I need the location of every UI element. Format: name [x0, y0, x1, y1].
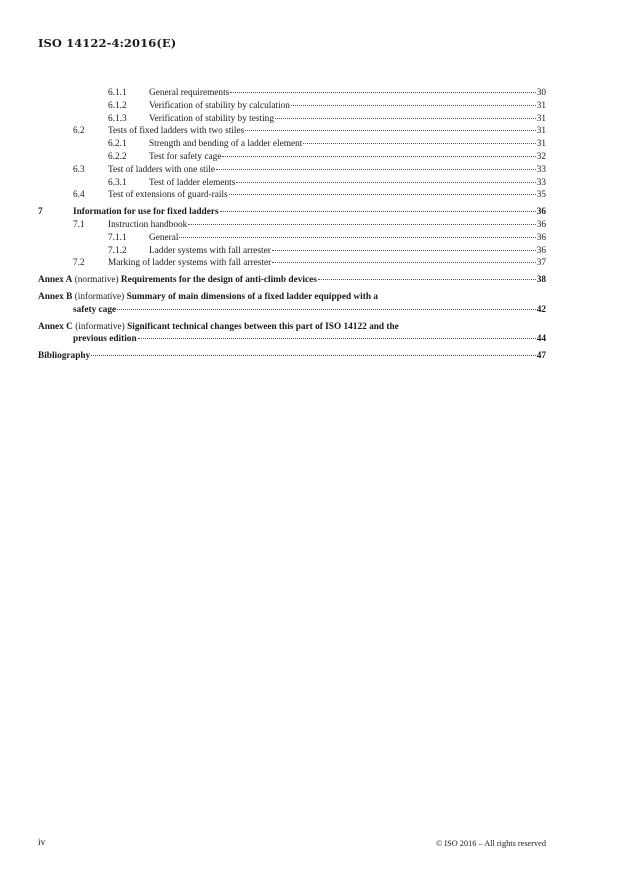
toc-title: Marking of ladder systems with fall arrester	[108, 258, 272, 269]
toc-title: General	[149, 232, 179, 243]
annex-title: Significant technical changes between this part of ISO 14122 and the	[127, 321, 399, 332]
annex-title-continued: safety cage	[73, 304, 117, 315]
page-number: iv	[38, 838, 46, 848]
annex-title: Requirements for the design of anti-climb devices	[120, 275, 317, 286]
leader-dots	[216, 169, 536, 170]
toc-title: General requirements	[149, 88, 230, 98]
leader-dots	[117, 309, 536, 310]
toc-number: 7.1.1	[108, 232, 127, 243]
toc-page: 31	[536, 126, 546, 137]
toc-number: 6.2	[73, 126, 85, 137]
toc-title: Verification of stability by calculation	[149, 100, 290, 111]
toc-entry-6-1-3[interactable]	[38, 113, 546, 126]
toc-page: 33	[536, 164, 546, 175]
toc-number: 6.1.3	[108, 113, 127, 124]
annex-title: Summary of main dimensions of a fixed ladder equipped with a	[126, 291, 378, 302]
toc-title: Tests of fixed ladders with two stiles	[108, 126, 245, 137]
toc-page: 36	[536, 207, 546, 218]
leader-dots	[229, 194, 536, 195]
leader-dots	[188, 224, 535, 225]
toc-entry-6-1-1[interactable]	[38, 87, 546, 100]
toc-entry-6-1-2[interactable]	[38, 100, 546, 113]
toc-annex-b[interactable]	[38, 291, 546, 317]
toc-annex-a[interactable]	[38, 274, 546, 287]
toc-title: Information for use for fixed ladders	[73, 207, 219, 218]
leader-dots	[230, 92, 535, 93]
toc-page: 31	[536, 100, 546, 111]
annex-label: Annex A	[38, 275, 73, 286]
toc-page: 31	[536, 139, 546, 150]
toc-number: 7.1.2	[108, 245, 127, 256]
toc-entry-7-1-1[interactable]	[38, 232, 546, 245]
toc-entry-7[interactable]	[38, 206, 546, 219]
leader-dots	[91, 355, 536, 356]
toc-title: Bibliography	[38, 351, 91, 362]
leader-dots	[291, 105, 536, 106]
toc-page: 47	[536, 351, 546, 362]
toc-page: 44	[536, 334, 546, 345]
annex-title-continued: previous edition	[73, 334, 137, 345]
toc-number: 6.1.2	[108, 100, 127, 111]
toc-entry-7-1[interactable]	[38, 219, 546, 232]
toc-page: 36	[536, 245, 546, 256]
toc-page: 33	[536, 177, 546, 188]
toc-number: 6.3.1	[108, 177, 127, 188]
toc-entry-6-2-2[interactable]	[38, 151, 546, 164]
toc-page: 38	[536, 275, 546, 286]
toc-title: Instruction handbook	[108, 219, 188, 230]
leader-dots	[222, 156, 535, 157]
leader-dots	[275, 118, 536, 119]
toc-number: 6.2.1	[108, 139, 127, 150]
annex-type: (normative)	[74, 275, 119, 286]
annex-type: (informative)	[75, 321, 125, 332]
table-of-contents	[38, 87, 546, 363]
toc-title: Verification of stability by testing	[149, 113, 274, 124]
leader-dots	[220, 211, 536, 212]
toc-page: 36	[536, 232, 546, 243]
toc-number: 7.2	[73, 258, 85, 269]
document-id: ISO 14122-4:2016(E)	[38, 36, 177, 50]
toc-entry-7-1-2[interactable]	[38, 245, 546, 258]
annex-label: Annex C	[38, 321, 73, 332]
leader-dots	[138, 338, 536, 339]
leader-dots	[179, 237, 535, 238]
toc-entry-6-3-1[interactable]	[38, 177, 546, 190]
leader-dots	[245, 130, 536, 131]
toc-page: 31	[536, 113, 546, 124]
toc-annex-c[interactable]	[38, 321, 546, 347]
toc-title: Test for safety cage	[149, 151, 222, 162]
toc-title: Test of extensions of guard-rails	[108, 190, 228, 201]
toc-title: Strength and bending of a ladder element	[149, 139, 303, 150]
copyright-notice: © ISO 2016 – All rights reserved	[435, 839, 546, 848]
toc-bibliography[interactable]	[38, 350, 546, 363]
toc-page: 32	[536, 151, 546, 162]
leader-dots	[236, 182, 535, 183]
toc-entry-6-2[interactable]	[38, 125, 546, 138]
toc-number: 6.2.2	[108, 151, 127, 162]
toc-page: 30	[536, 88, 546, 98]
annex-type: (informative)	[74, 291, 125, 302]
toc-page: 37	[536, 258, 546, 269]
leader-dots	[318, 279, 536, 280]
toc-title: Test of ladder elements	[149, 177, 236, 188]
toc-entry-6-3[interactable]	[38, 164, 546, 177]
toc-number: 7	[38, 207, 43, 218]
toc-page: 35	[536, 190, 546, 201]
leader-dots	[303, 143, 535, 144]
toc-page: 36	[536, 219, 546, 230]
toc-entry-6-2-1[interactable]	[38, 138, 546, 151]
toc-number: 7.1	[73, 219, 85, 230]
toc-entry-7-2[interactable]	[38, 257, 546, 270]
annex-label: Annex B	[38, 291, 73, 302]
toc-number: 6.3	[73, 164, 85, 175]
toc-title: Ladder systems with fall arrester	[149, 245, 271, 256]
leader-dots	[272, 250, 536, 251]
toc-page: 42	[536, 304, 546, 315]
toc-title: Test of ladders with one stile	[108, 164, 216, 175]
leader-dots	[272, 262, 536, 263]
toc-number: 6.1.1	[108, 88, 127, 98]
toc-number: 6.4	[73, 190, 85, 201]
toc-entry-6-4[interactable]	[38, 189, 546, 202]
